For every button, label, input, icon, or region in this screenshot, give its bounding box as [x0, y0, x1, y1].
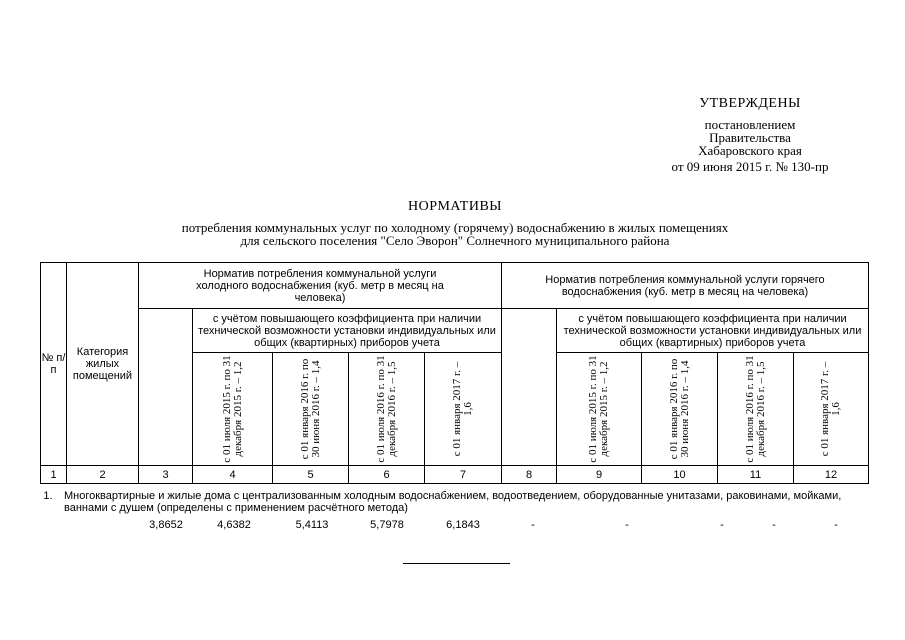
column-number: 1 [41, 466, 67, 484]
column-number: 6 [349, 466, 425, 484]
footer-rule [403, 563, 510, 564]
approval-heading: УТВЕРЖДЕНЫ [699, 96, 801, 111]
row-value: 5,4113 [295, 519, 329, 531]
header-period: с 01 июля 2015 г. по 31 декабря 2015 г. – 1,2 [193, 353, 273, 466]
header-period: с 01 июля 2016 г. по 31 декабря 2016 г. – 1,5 [718, 353, 794, 466]
title-sub: для сельского поселения "Село Эворон" Солнечного муниципального района [240, 233, 670, 248]
row-category-text: Многоквартирные и жилые дома с централизованным холодным водоснабжением, водоотведением, оборудованные унитазами, раковинами, мойками, ваннами с душем (определены с применением расчётного метода) [64, 490, 842, 514]
column-number: 7 [425, 466, 502, 484]
header-coef-cold: с учётом повышающего коэффициента при наличии технической возможности установки индивидуальных или общих (квартирных) приборов учета [193, 309, 502, 353]
header-coef-hot: с учётом повышающего коэффициента при наличии технической возможности установки индивидуальных или общих (квартирных) приборов учета [557, 309, 869, 353]
approval-line: Хабаровского края [698, 143, 802, 158]
column-number: 11 [718, 466, 794, 484]
header-period: с 01 января 2017 г. – 1,6 [425, 353, 502, 466]
row-value: 4,6382 [217, 519, 251, 531]
column-number: 10 [642, 466, 718, 484]
row-value: - [772, 519, 776, 531]
title-main: НОРМАТИВЫ [407, 199, 503, 214]
column-number: 3 [139, 466, 193, 484]
norms-table [40, 262, 869, 484]
row-value: - [625, 519, 629, 531]
header-blank [502, 309, 557, 466]
row-value: 5,7978 [370, 519, 404, 531]
column-number: 2 [67, 466, 139, 484]
row-value: 3,8652 [149, 519, 183, 531]
document-title [100, 199, 810, 247]
header-period: с 01 июля 2016 г. по 31 декабря 2016 г. – 1,5 [349, 353, 425, 466]
approval-line: постановлением [704, 117, 796, 132]
header-blank [139, 309, 193, 466]
approval-block [600, 97, 900, 173]
row-value: - [531, 519, 535, 531]
approval-line: Правительства [709, 130, 791, 145]
header-period: с 01 июля 2015 г. по 31 декабря 2015 г. – 1,2 [557, 353, 642, 466]
row-value: - [720, 519, 724, 531]
header-category: Категория жилых помещений [67, 263, 139, 466]
header-period: с 01 января 2016 г. по 30 июня 2016 г. – 1,4 [642, 353, 718, 466]
column-number: 8 [502, 466, 557, 484]
header-hot-water: Норматив потребления коммунальной услуги горячего водоснабжения (куб. метр в месяц на человека) [502, 263, 869, 309]
title-sub: потребления коммунальных услуг по холодному (горячему) водоснабжению в жилых помещениях [181, 220, 729, 235]
header-period: с 01 января 2017 г. – 1,6 [794, 353, 869, 466]
column-number: 9 [557, 466, 642, 484]
header-period: с 01 января 2016 г. по 30 июня 2016 г. – 1,4 [273, 353, 349, 466]
column-number: 4 [193, 466, 273, 484]
row-value: - [834, 519, 838, 531]
row-number: 1. [43, 490, 53, 502]
row-value: 6,1843 [446, 519, 480, 531]
header-cold-water: Норматив потребления коммунальной услуги холодного водоснабжения (куб. метр в месяц на человека) [139, 263, 502, 309]
column-number: 12 [794, 466, 869, 484]
column-number: 5 [273, 466, 349, 484]
approval-date: от 09 июня 2015 г. № 130-пр [671, 159, 829, 174]
header-num: № п/п [41, 263, 67, 466]
